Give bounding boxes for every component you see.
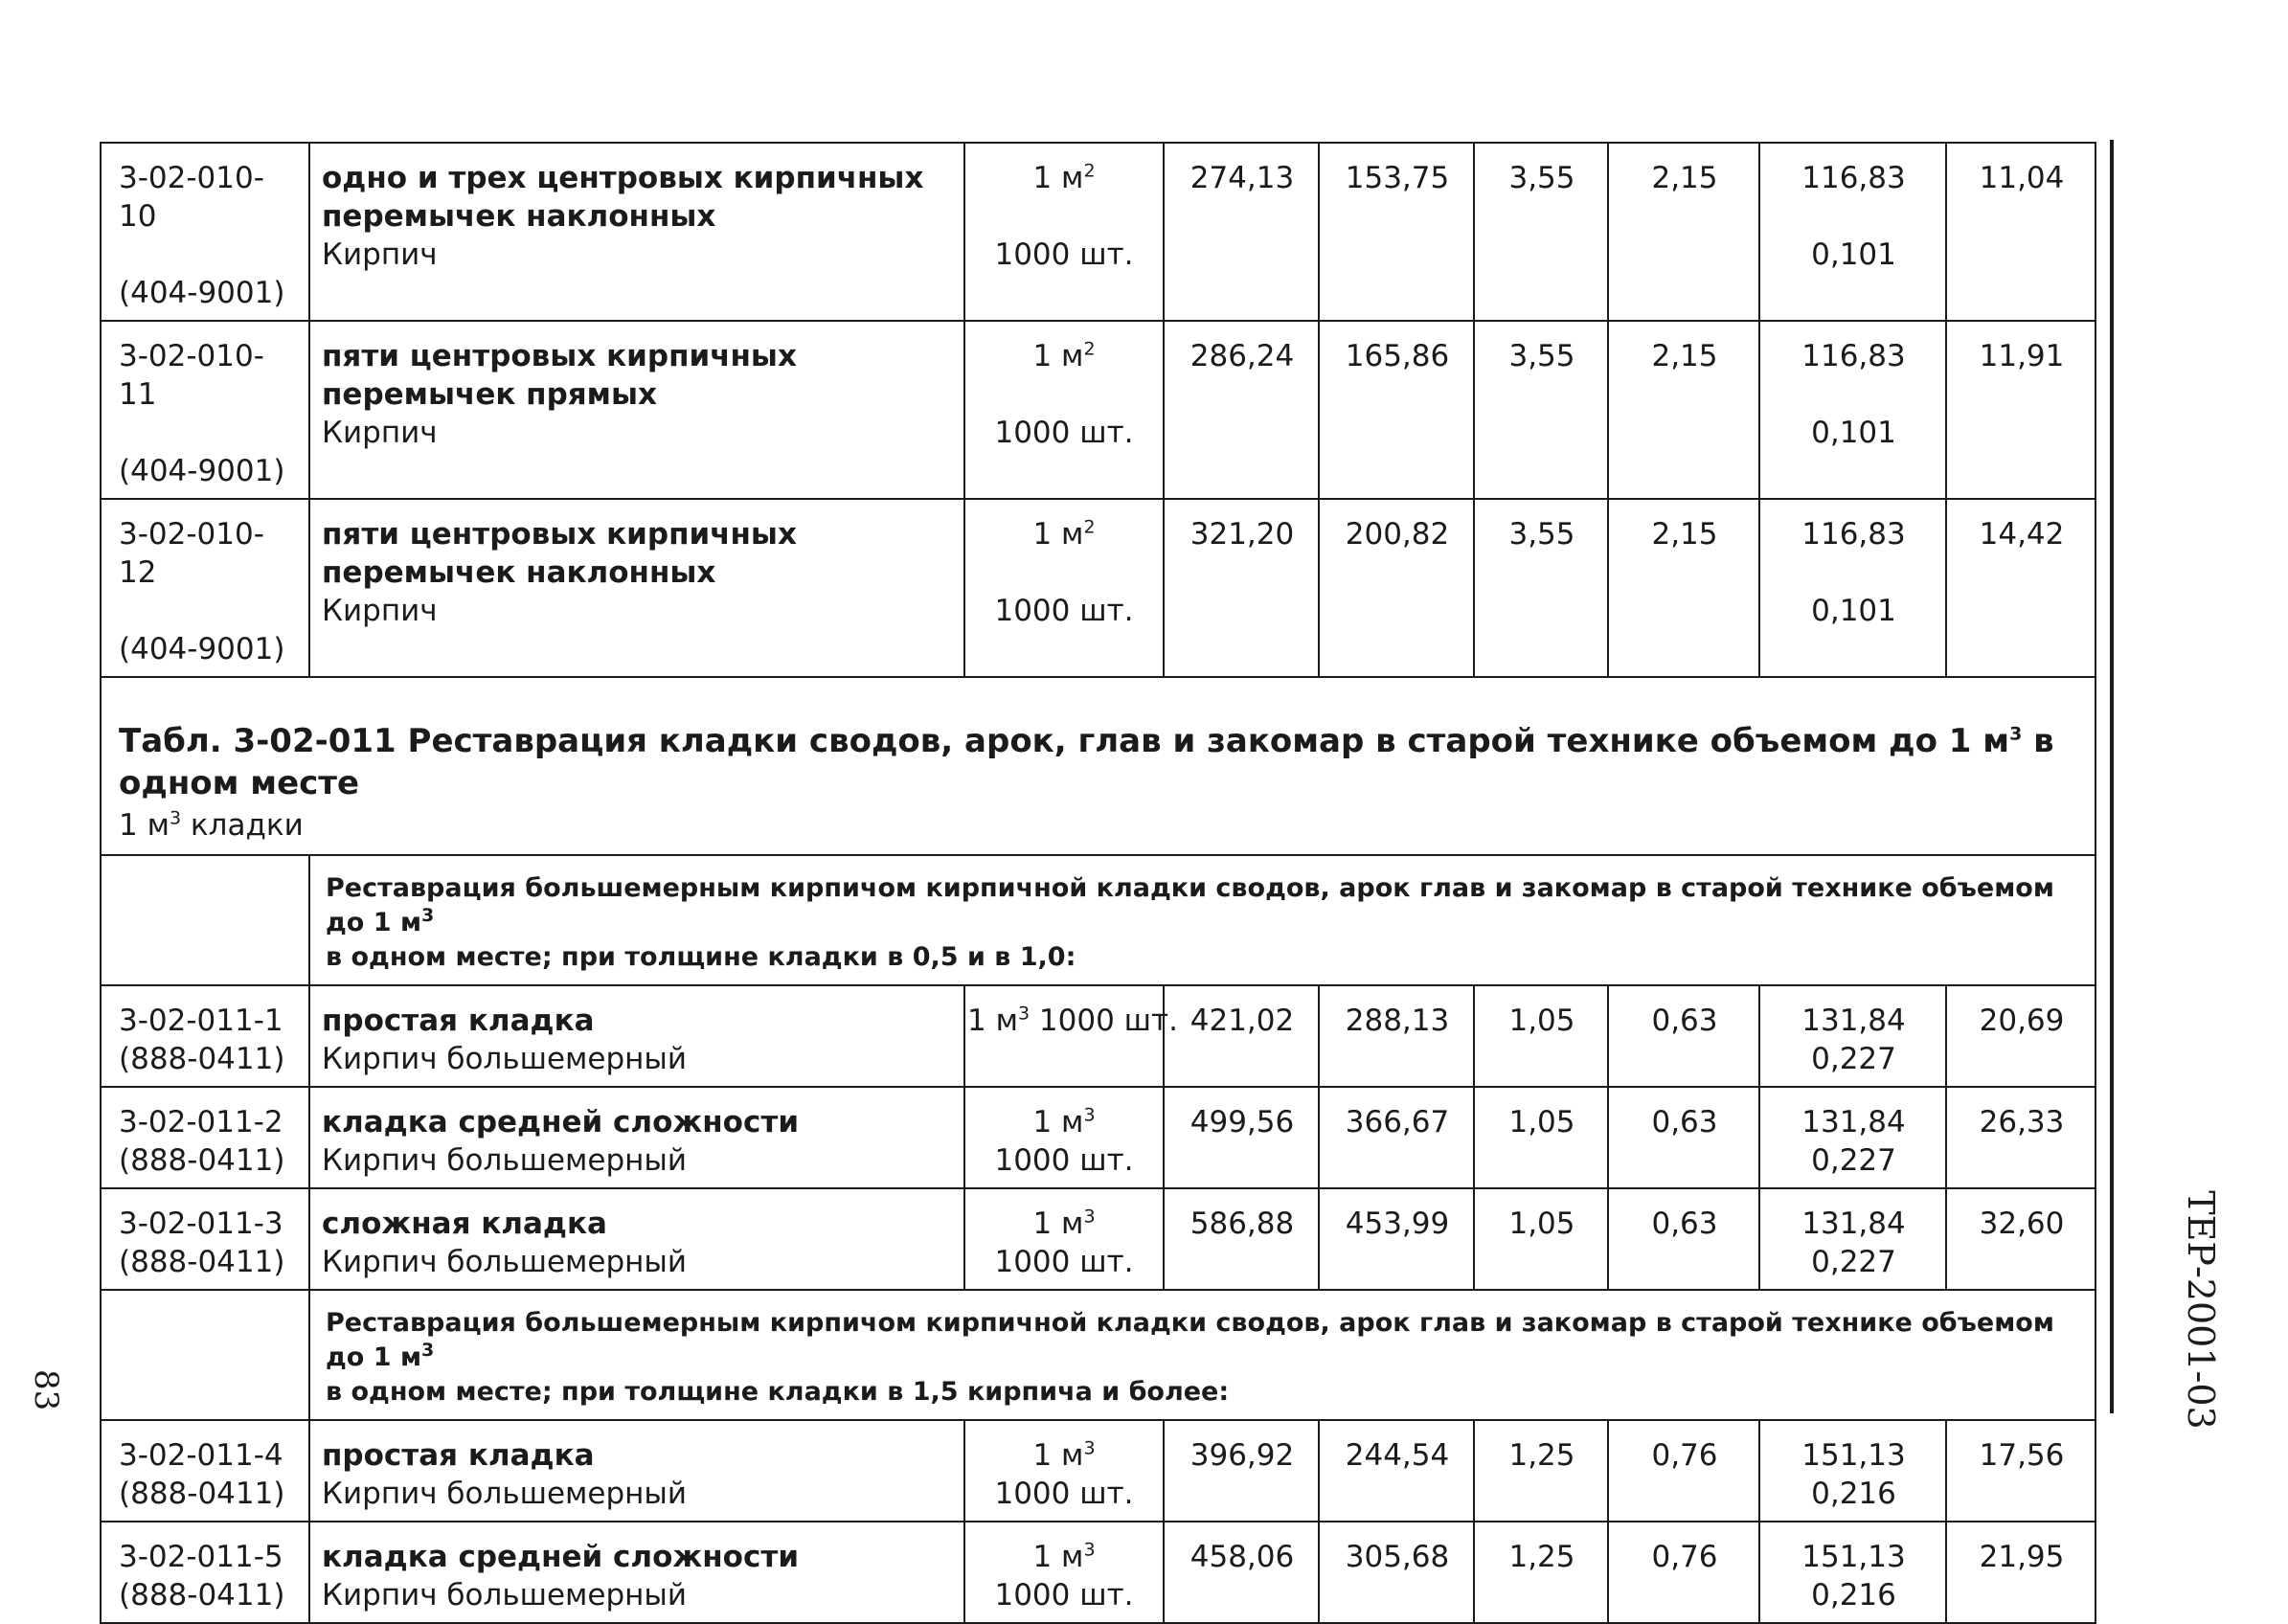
value-machines-wages: 2,15 <box>1608 321 1759 499</box>
row-unit: 1 $м^3$ <box>1032 1437 1096 1473</box>
row-code: 3-02-011-1 <box>119 1004 283 1038</box>
value-total: 321,20 <box>1164 499 1319 677</box>
table-row <box>101 321 2095 499</box>
value-materials-qty: 0,101 <box>1811 237 1896 272</box>
row-name: сложная кладка <box>322 1207 607 1241</box>
value-total: 396,92 <box>1164 1420 1319 1522</box>
value-materials: 116,83 <box>1801 161 1906 195</box>
value-labor: 32,60 <box>1946 1188 2095 1290</box>
row-subcode: (888-0411) <box>119 1578 285 1613</box>
value-materials: 151,13 <box>1801 1540 1906 1574</box>
row-code: 3-02-010-10 <box>119 161 264 234</box>
value-machines-wages: 0,63 <box>1608 985 1759 1087</box>
value-total: 286,24 <box>1164 321 1319 499</box>
value-labor: 20,69 <box>1946 985 2095 1087</box>
row-unit2: 1000 шт. <box>994 594 1134 628</box>
row-name: кладка средней сложности <box>322 1540 800 1574</box>
margin-rule <box>2110 140 2114 1413</box>
row-subcode: (888-0411) <box>119 1143 285 1178</box>
row-unit2: 1000 шт. <box>994 237 1134 272</box>
row-material: Кирпич большемерный <box>322 1477 688 1511</box>
value-materials-qty: 0,216 <box>1811 1578 1896 1613</box>
row-code: 3-02-010-12 <box>119 517 264 590</box>
row-code: 3-02-011-5 <box>119 1540 283 1574</box>
value-labor: 11,91 <box>1946 321 2095 499</box>
row-unit2: 1000 шт. <box>994 1477 1134 1511</box>
group-header-row <box>101 855 2095 985</box>
row-unit: 1 $м^2$ <box>1032 338 1096 373</box>
value-wages: 244,54 <box>1319 1420 1474 1522</box>
value-machines-wages: 0,63 <box>1608 1087 1759 1188</box>
row-unit2: 1000 шт. <box>994 1143 1134 1178</box>
value-labor: 14,42 <box>1946 499 2095 677</box>
table-row <box>101 1087 2095 1188</box>
row-name: пяти центровых кирпичных перемычек наклонных <box>322 517 797 590</box>
value-total: 586,88 <box>1164 1188 1319 1290</box>
row-unit: 1 $м^2$ <box>1032 516 1096 552</box>
value-labor: 17,56 <box>1946 1420 2095 1522</box>
table-caption-row <box>101 677 2095 855</box>
value-machines: 1,05 <box>1474 1087 1608 1188</box>
value-materials: 151,13 <box>1801 1438 1906 1473</box>
row-subcode: (888-0411) <box>119 1042 285 1076</box>
row-unit2: 1000 шт. <box>994 1578 1134 1613</box>
row-subcode: (404-9001) <box>119 632 285 666</box>
row-subcode: (404-9001) <box>119 454 285 488</box>
value-labor: 21,95 <box>1946 1522 2095 1623</box>
value-machines: 3,55 <box>1474 321 1608 499</box>
row-code: 3-02-011-4 <box>119 1438 283 1473</box>
value-total: 458,06 <box>1164 1522 1319 1623</box>
value-materials: 131,84 <box>1801 1004 1906 1038</box>
value-materials-qty: 0,101 <box>1811 594 1896 628</box>
value-machines-wages: 2,15 <box>1608 143 1759 321</box>
row-unit: 1 $м^3$ <box>1032 1539 1096 1574</box>
row-material: Кирпич большемерный <box>322 1245 688 1279</box>
row-code: 3-02-011-3 <box>119 1207 283 1241</box>
row-material: Кирпич большемерный <box>322 1042 688 1076</box>
value-machines-wages: 0,76 <box>1608 1420 1759 1522</box>
row-subcode: (404-9001) <box>119 276 285 310</box>
value-materials: 131,84 <box>1801 1207 1906 1241</box>
row-material: Кирпич большемерный <box>322 1143 688 1178</box>
value-machines: 1,05 <box>1474 985 1608 1087</box>
value-materials: 131,84 <box>1801 1105 1906 1139</box>
row-name: кладка средней сложности <box>322 1105 800 1139</box>
value-materials-qty: 0,227 <box>1811 1143 1896 1178</box>
row-unit: 1 $м^3$ <box>1032 1206 1096 1241</box>
value-total: 499,56 <box>1164 1087 1319 1188</box>
value-machines-wages: 2,15 <box>1608 499 1759 677</box>
value-machines: 3,55 <box>1474 143 1608 321</box>
table-row <box>101 1420 2095 1522</box>
row-material: Кирпич <box>322 416 438 450</box>
value-materials-qty: 0,227 <box>1811 1042 1896 1076</box>
document-code: ТЕР-2001-03 <box>2180 1190 2222 1430</box>
row-name: пяти центровых кирпичных перемычек прямых <box>322 339 797 412</box>
value-machines-wages: 0,76 <box>1608 1522 1759 1623</box>
table-measure-unit: 1 $м^3$ кладки <box>119 807 304 843</box>
group-header-row <box>101 1290 2095 1420</box>
row-subcode: (888-0411) <box>119 1245 285 1279</box>
table-row <box>101 1188 2095 1290</box>
value-wages: 200,82 <box>1319 499 1474 677</box>
row-code: 3-02-010-11 <box>119 339 264 412</box>
table-caption: Табл. 3-02-011 Реставрация кладки сводов, арок, глав и закомар в старой технике объемом до 1 $м^3$ в одном месте <box>119 722 2054 802</box>
value-labor: 11,04 <box>1946 143 2095 321</box>
row-name: одно и трех центровых кирпичных перемычек наклонных <box>322 161 924 234</box>
value-wages: 165,86 <box>1319 321 1474 499</box>
row-name: простая кладка <box>322 1004 595 1038</box>
group-header: Реставрация большемерным кирпичом кирпичной кладки сводов, арок глав и закомар в старой технике объемом до 1 $м^3$ в одном месте; при толщине кладки в 0,5 и в 1,0: <box>309 855 2095 985</box>
value-materials-qty: 0,227 <box>1811 1245 1896 1279</box>
table-row <box>101 499 2095 677</box>
table-row <box>101 985 2095 1087</box>
row-unit2: 1000 шт. <box>994 1245 1134 1279</box>
value-machines-wages: 0,63 <box>1608 1188 1759 1290</box>
row-material: Кирпич большемерный <box>322 1578 688 1613</box>
price-table-sheet <box>100 142 2095 1624</box>
row-unit2: 1000 шт. <box>994 416 1134 450</box>
value-materials-qty: 0,216 <box>1811 1477 1896 1511</box>
value-wages: 305,68 <box>1319 1522 1474 1623</box>
row-name: простая кладка <box>322 1438 595 1473</box>
value-machines: 1,05 <box>1474 1188 1608 1290</box>
row-subcode: (888-0411) <box>119 1477 285 1511</box>
value-materials: 116,83 <box>1801 339 1906 373</box>
row-code: 3-02-011-2 <box>119 1105 283 1139</box>
value-machines: 1,25 <box>1474 1420 1608 1522</box>
row-unit: 1 $м^2$ <box>1032 160 1096 195</box>
value-total: 274,13 <box>1164 143 1319 321</box>
row-unit: 1 $м^3$ <box>1032 1104 1096 1139</box>
value-wages: 366,67 <box>1319 1087 1474 1188</box>
value-machines: 1,25 <box>1474 1522 1608 1623</box>
price-table <box>100 142 2096 1624</box>
page-number: 83 <box>27 1369 65 1411</box>
value-labor: 26,33 <box>1946 1087 2095 1188</box>
row-unit: 1 $м^3$ 1000 шт. <box>967 1003 1178 1038</box>
row-material: Кирпич <box>322 594 438 628</box>
value-wages: 288,13 <box>1319 985 1474 1087</box>
table-row <box>101 143 2095 321</box>
value-total: 421,02 <box>1164 985 1319 1087</box>
value-materials-qty: 0,101 <box>1811 416 1896 450</box>
value-wages: 453,99 <box>1319 1188 1474 1290</box>
table-row <box>101 1522 2095 1623</box>
row-material: Кирпич <box>322 237 438 272</box>
value-machines: 3,55 <box>1474 499 1608 677</box>
value-materials: 116,83 <box>1801 517 1906 552</box>
group-header: Реставрация большемерным кирпичом кирпичной кладки сводов, арок глав и закомар в старой технике объемом до 1 $м^3$ в одном месте; при толщине кладки в 1,5 кирпича и более: <box>309 1290 2095 1420</box>
value-wages: 153,75 <box>1319 143 1474 321</box>
